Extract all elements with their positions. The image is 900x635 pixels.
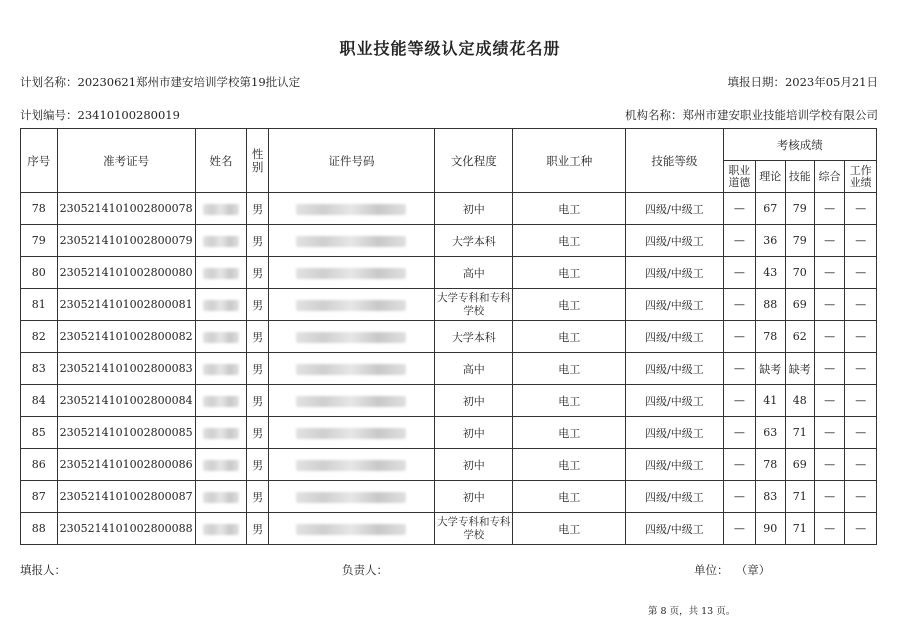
cell-skill: 71 [785,513,814,545]
redacted-id-number [296,492,406,503]
table-row [21,513,877,545]
cell-skill: 71 [785,417,814,449]
cell-education: 大学本科 [435,321,513,353]
cell-performance: — [845,417,877,449]
cell-seq: 80 [21,257,58,289]
cell-occupation: 电工 [513,193,626,225]
cell-performance: — [845,481,877,513]
redacted-id-number [296,300,406,311]
cell-occupation: 电工 [513,289,626,321]
table-row [21,449,877,481]
cell-comprehensive: — [814,481,844,513]
header-performance: 工作业绩 [845,161,877,193]
table-row [21,225,877,257]
cell-performance: — [845,321,877,353]
cell-occupation: 电工 [513,481,626,513]
cell-skill-level: 四级/中级工 [626,225,723,257]
cell-comprehensive: — [814,353,844,385]
cell-gender: 男 [247,449,268,481]
cell-occupation: 电工 [513,257,626,289]
cell-theory: 41 [756,385,785,417]
cell-performance: — [845,449,877,481]
cell-name [195,321,247,353]
cell-gender: 男 [247,225,268,257]
cell-gender: 男 [247,385,268,417]
cell-skill: 48 [785,385,814,417]
cell-name [195,225,247,257]
redacted-id-number [296,428,406,439]
cell-occupation: 电工 [513,385,626,417]
cell-ethics: — [723,513,755,545]
organization-name: 机构名称：郑州市建安职业技能培训学校有限公司 [625,108,878,122]
cell-occupation: 电工 [513,513,626,545]
cell-theory: 90 [756,513,785,545]
cell-theory: 43 [756,257,785,289]
cell-seq: 88 [21,513,58,545]
cell-exam-no: 2305214101002800085 [57,417,195,449]
cell-performance: — [845,289,877,321]
redacted-id-number [296,332,406,343]
cell-name [195,193,247,225]
responsible-label: 负责人： [342,563,388,577]
cell-ethics: — [723,321,755,353]
cell-performance: — [845,353,877,385]
cell-exam-no: 2305214101002800081 [57,289,195,321]
cell-occupation: 电工 [513,449,626,481]
cell-performance: — [845,385,877,417]
cell-seq: 82 [21,321,58,353]
cell-comprehensive: — [814,289,844,321]
cell-comprehensive: — [814,321,844,353]
cell-occupation: 电工 [513,225,626,257]
cell-gender: 男 [247,481,268,513]
cell-comprehensive: — [814,417,844,449]
cell-education: 初中 [435,481,513,513]
cell-skill: 62 [785,321,814,353]
redacted-name [203,492,239,503]
cell-ethics: — [723,449,755,481]
cell-performance: — [845,225,877,257]
cell-name [195,257,247,289]
cell-skill: 70 [785,257,814,289]
header-skill-level: 技能等级 [626,129,723,193]
redacted-name [203,428,239,439]
header-theory: 理论 [756,161,785,193]
cell-seq: 83 [21,353,58,385]
cell-education: 大学本科 [435,225,513,257]
redacted-id-number [296,396,406,407]
cell-ethics: — [723,257,755,289]
cell-theory: 83 [756,481,785,513]
cell-skill: 缺考 [785,353,814,385]
fill-date: 填报日期：2023年05月21日 [727,75,878,89]
redacted-id-number [296,236,406,247]
redacted-id-number [296,364,406,375]
cell-exam-no: 2305214101002800080 [57,257,195,289]
cell-comprehensive: — [814,449,844,481]
cell-exam-no: 2305214101002800087 [57,481,195,513]
cell-id-no [268,385,435,417]
redacted-name [203,524,239,535]
table-row [21,353,877,385]
cell-education: 初中 [435,417,513,449]
header-occupation: 职业工种 [513,129,626,193]
cell-theory: 缺考 [756,353,785,385]
cell-education: 初中 [435,449,513,481]
cell-skill-level: 四级/中级工 [626,321,723,353]
header-name: 姓名 [195,129,247,193]
cell-education: 大学专科和专科学校 [435,513,513,545]
cell-theory: 88 [756,289,785,321]
cell-name [195,449,247,481]
cell-ethics: — [723,193,755,225]
cell-exam-no: 2305214101002800084 [57,385,195,417]
cell-theory: 67 [756,193,785,225]
cell-gender: 男 [247,321,268,353]
cell-id-no [268,289,435,321]
cell-seq: 78 [21,193,58,225]
header-education: 文化程度 [435,129,513,193]
header-comprehensive: 综合 [814,161,844,193]
cell-performance: — [845,257,877,289]
cell-education: 大学专科和专科学校 [435,289,513,321]
cell-gender: 男 [247,257,268,289]
cell-theory: 78 [756,321,785,353]
cell-seq: 87 [21,481,58,513]
redacted-id-number [296,460,406,471]
cell-gender: 男 [247,417,268,449]
cell-seq: 79 [21,225,58,257]
cell-theory: 36 [756,225,785,257]
header-gender: 性别 [247,129,268,193]
cell-skill: 79 [785,193,814,225]
cell-exam-no: 2305214101002800086 [57,449,195,481]
cell-comprehensive: — [814,193,844,225]
cell-exam-no: 2305214101002800079 [57,225,195,257]
cell-occupation: 电工 [513,417,626,449]
document-title: 职业技能等级认定成绩花名册 [339,39,561,58]
redacted-name [203,268,239,279]
cell-skill-level: 四级/中级工 [626,481,723,513]
cell-name [195,513,247,545]
cell-skill-level: 四级/中级工 [626,513,723,545]
redacted-name [203,364,239,375]
header-scores-group: 考核成绩 [723,129,876,161]
cell-gender: 男 [247,513,268,545]
cell-ethics: — [723,225,755,257]
table-row [21,193,877,225]
redacted-name [203,460,239,471]
cell-skill-level: 四级/中级工 [626,385,723,417]
cell-ethics: — [723,385,755,417]
cell-gender: 男 [247,353,268,385]
redacted-name [203,236,239,247]
cell-comprehensive: — [814,225,844,257]
cell-education: 初中 [435,193,513,225]
cell-ethics: — [723,289,755,321]
redacted-id-number [296,524,406,535]
redacted-id-number [296,268,406,279]
cell-exam-no: 230521410100280007​8 [57,193,195,225]
header-skill: 技能 [785,161,814,193]
table-row [21,257,877,289]
cell-skill-level: 四级/中级工 [626,449,723,481]
plan-name: 计划名称：20230621郑州市建安培训学校第19批认定 [20,75,301,89]
cell-comprehensive: — [814,513,844,545]
cell-skill: 71 [785,481,814,513]
cell-name [195,481,247,513]
cell-name [195,417,247,449]
unit-seal-label: 单位： （章） [694,563,771,577]
header-id-no: 证件号码 [268,129,435,193]
cell-skill: 69 [785,449,814,481]
redacted-name [203,396,239,407]
redacted-name [203,300,239,311]
table-row [21,481,877,513]
cell-theory: 78 [756,449,785,481]
cell-seq: 86 [21,449,58,481]
cell-id-no [268,193,435,225]
cell-gender: 男 [247,193,268,225]
table-row [21,321,877,353]
cell-skill-level: 四级/中级工 [626,353,723,385]
cell-gender: 男 [247,289,268,321]
cell-skill-level: 四级/中级工 [626,257,723,289]
cell-skill: 79 [785,225,814,257]
header-exam-no: 准考证号 [57,129,195,193]
cell-exam-no: 2305214101002800083 [57,353,195,385]
cell-seq: 84 [21,385,58,417]
cell-occupation: 电工 [513,321,626,353]
redacted-id-number [296,204,406,215]
redacted-name [203,204,239,215]
cell-education: 初中 [435,385,513,417]
cell-name [195,353,247,385]
cell-occupation: 电工 [513,353,626,385]
table-row [21,289,877,321]
cell-education: 高中 [435,353,513,385]
cell-performance: — [845,513,877,545]
cell-ethics: — [723,417,755,449]
cell-id-no [268,225,435,257]
cell-id-no [268,353,435,385]
plan-number: 计划编号：23410100280019 [20,108,180,122]
roster-table [20,128,877,545]
header-ethics: 职业道德 [723,161,755,193]
cell-exam-no: 2305214101002800082 [57,321,195,353]
redacted-name [203,332,239,343]
table-row [21,417,877,449]
cell-id-no [268,481,435,513]
cell-skill-level: 四级/中级工 [626,193,723,225]
table-row [21,385,877,417]
cell-education: 高中 [435,257,513,289]
cell-comprehensive: — [814,385,844,417]
cell-theory: 63 [756,417,785,449]
cell-performance: — [845,193,877,225]
cell-ethics: — [723,353,755,385]
cell-id-no [268,513,435,545]
cell-skill-level: 四级/中级工 [626,289,723,321]
cell-name [195,385,247,417]
cell-id-no [268,449,435,481]
cell-name [195,289,247,321]
cell-seq: 81 [21,289,58,321]
page-number: 第 8 页，共 13 页。 [648,606,736,617]
cell-exam-no: 2305214101002800088 [57,513,195,545]
cell-ethics: — [723,481,755,513]
filler-label: 填报人： [20,563,66,577]
header-seq: 序号 [21,129,58,193]
cell-id-no [268,417,435,449]
cell-id-no [268,257,435,289]
cell-skill: 69 [785,289,814,321]
cell-comprehensive: — [814,257,844,289]
cell-id-no [268,321,435,353]
cell-skill-level: 四级/中级工 [626,417,723,449]
cell-seq: 85 [21,417,58,449]
